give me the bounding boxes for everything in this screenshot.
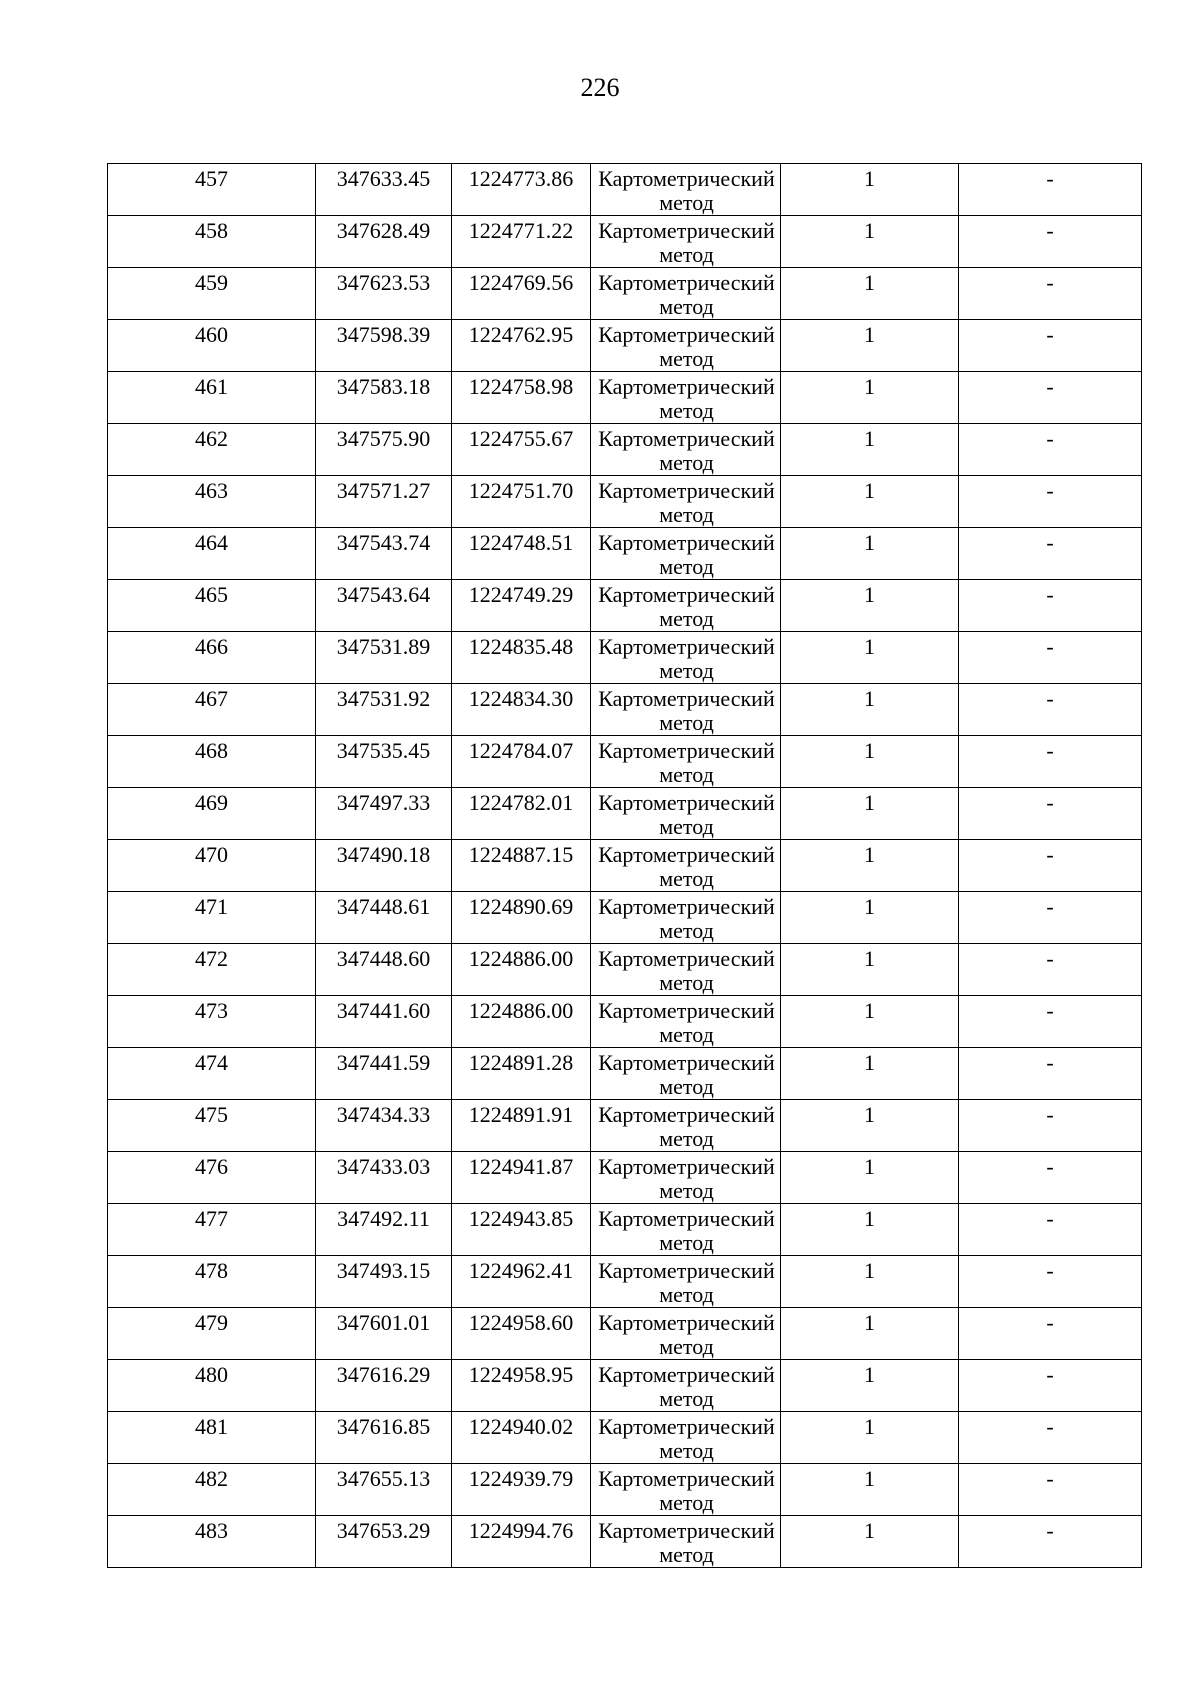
accuracy-cell: 1 xyxy=(781,684,959,736)
accuracy-cell: 1 xyxy=(781,1048,959,1100)
y-coordinate-cell: 1224755.67 xyxy=(452,424,591,476)
method-cell: Картометрический метод xyxy=(591,372,781,424)
x-coordinate-cell: 347531.92 xyxy=(316,684,452,736)
method-cell: Картометрический метод xyxy=(591,1204,781,1256)
method-cell: Картометрический метод xyxy=(591,1100,781,1152)
y-coordinate-cell: 1224762.95 xyxy=(452,320,591,372)
y-coordinate-cell: 1224943.85 xyxy=(452,1204,591,1256)
point-number-cell: 477 xyxy=(108,1204,316,1256)
accuracy-cell: 1 xyxy=(781,1360,959,1412)
method-cell: Картометрический метод xyxy=(591,424,781,476)
description-cell: - xyxy=(959,1204,1142,1256)
method-cell: Картометрический метод xyxy=(591,892,781,944)
accuracy-cell: 1 xyxy=(781,1152,959,1204)
accuracy-cell: 1 xyxy=(781,1256,959,1308)
point-number-cell: 470 xyxy=(108,840,316,892)
y-coordinate-cell: 1224940.02 xyxy=(452,1412,591,1464)
point-number-cell: 469 xyxy=(108,788,316,840)
table-row xyxy=(108,476,1142,528)
method-cell: Картометрический метод xyxy=(591,632,781,684)
accuracy-cell: 1 xyxy=(781,424,959,476)
y-coordinate-cell: 1224994.76 xyxy=(452,1516,591,1568)
y-coordinate-cell: 1224749.29 xyxy=(452,580,591,632)
accuracy-cell: 1 xyxy=(781,528,959,580)
method-cell: Картометрический метод xyxy=(591,684,781,736)
table-row xyxy=(108,1464,1142,1516)
description-cell: - xyxy=(959,1256,1142,1308)
x-coordinate-cell: 347571.27 xyxy=(316,476,452,528)
y-coordinate-cell: 1224958.95 xyxy=(452,1360,591,1412)
method-cell: Картометрический метод xyxy=(591,1256,781,1308)
y-coordinate-cell: 1224891.91 xyxy=(452,1100,591,1152)
description-cell: - xyxy=(959,840,1142,892)
point-number-cell: 473 xyxy=(108,996,316,1048)
table-row xyxy=(108,528,1142,580)
table-row xyxy=(108,840,1142,892)
y-coordinate-cell: 1224834.30 xyxy=(452,684,591,736)
table-row xyxy=(108,788,1142,840)
table-row xyxy=(108,632,1142,684)
method-cell: Картометрический метод xyxy=(591,528,781,580)
accuracy-cell: 1 xyxy=(781,840,959,892)
description-cell: - xyxy=(959,1412,1142,1464)
x-coordinate-cell: 347543.74 xyxy=(316,528,452,580)
description-cell: - xyxy=(959,892,1142,944)
y-coordinate-cell: 1224962.41 xyxy=(452,1256,591,1308)
method-cell: Картометрический метод xyxy=(591,788,781,840)
table-row xyxy=(108,1256,1142,1308)
x-coordinate-cell: 347616.29 xyxy=(316,1360,452,1412)
accuracy-cell: 1 xyxy=(781,164,959,216)
point-number-cell: 479 xyxy=(108,1308,316,1360)
method-cell: Картометрический метод xyxy=(591,1152,781,1204)
point-number-cell: 475 xyxy=(108,1100,316,1152)
description-cell: - xyxy=(959,164,1142,216)
description-cell: - xyxy=(959,944,1142,996)
x-coordinate-cell: 347493.15 xyxy=(316,1256,452,1308)
accuracy-cell: 1 xyxy=(781,216,959,268)
description-cell: - xyxy=(959,684,1142,736)
accuracy-cell: 1 xyxy=(781,1100,959,1152)
y-coordinate-cell: 1224835.48 xyxy=(452,632,591,684)
point-number-cell: 458 xyxy=(108,216,316,268)
table-row xyxy=(108,424,1142,476)
table-row xyxy=(108,580,1142,632)
method-cell: Картометрический метод xyxy=(591,996,781,1048)
point-number-cell: 474 xyxy=(108,1048,316,1100)
x-coordinate-cell: 347490.18 xyxy=(316,840,452,892)
coordinates-table xyxy=(107,163,1142,1568)
description-cell: - xyxy=(959,632,1142,684)
table-row xyxy=(108,684,1142,736)
y-coordinate-cell: 1224891.28 xyxy=(452,1048,591,1100)
accuracy-cell: 1 xyxy=(781,788,959,840)
x-coordinate-cell: 347441.60 xyxy=(316,996,452,1048)
point-number-cell: 482 xyxy=(108,1464,316,1516)
table-row xyxy=(108,164,1142,216)
y-coordinate-cell: 1224784.07 xyxy=(452,736,591,788)
description-cell: - xyxy=(959,1464,1142,1516)
y-coordinate-cell: 1224958.60 xyxy=(452,1308,591,1360)
x-coordinate-cell: 347441.59 xyxy=(316,1048,452,1100)
point-number-cell: 472 xyxy=(108,944,316,996)
accuracy-cell: 1 xyxy=(781,1204,959,1256)
x-coordinate-cell: 347655.13 xyxy=(316,1464,452,1516)
point-number-cell: 478 xyxy=(108,1256,316,1308)
description-cell: - xyxy=(959,736,1142,788)
point-number-cell: 471 xyxy=(108,892,316,944)
accuracy-cell: 1 xyxy=(781,580,959,632)
point-number-cell: 461 xyxy=(108,372,316,424)
x-coordinate-cell: 347434.33 xyxy=(316,1100,452,1152)
accuracy-cell: 1 xyxy=(781,476,959,528)
coordinates-table-body xyxy=(108,164,1142,1568)
y-coordinate-cell: 1224748.51 xyxy=(452,528,591,580)
x-coordinate-cell: 347653.29 xyxy=(316,1516,452,1568)
y-coordinate-cell: 1224887.15 xyxy=(452,840,591,892)
accuracy-cell: 1 xyxy=(781,944,959,996)
point-number-cell: 483 xyxy=(108,1516,316,1568)
accuracy-cell: 1 xyxy=(781,1464,959,1516)
method-cell: Картометрический метод xyxy=(591,320,781,372)
description-cell: - xyxy=(959,424,1142,476)
point-number-cell: 480 xyxy=(108,1360,316,1412)
y-coordinate-cell: 1224758.98 xyxy=(452,372,591,424)
point-number-cell: 463 xyxy=(108,476,316,528)
description-cell: - xyxy=(959,528,1142,580)
y-coordinate-cell: 1224773.86 xyxy=(452,164,591,216)
table-row xyxy=(108,1100,1142,1152)
y-coordinate-cell: 1224939.79 xyxy=(452,1464,591,1516)
method-cell: Картометрический метод xyxy=(591,164,781,216)
method-cell: Картометрический метод xyxy=(591,1516,781,1568)
description-cell: - xyxy=(959,1100,1142,1152)
method-cell: Картометрический метод xyxy=(591,476,781,528)
accuracy-cell: 1 xyxy=(781,632,959,684)
accuracy-cell: 1 xyxy=(781,372,959,424)
description-cell: - xyxy=(959,1152,1142,1204)
description-cell: - xyxy=(959,320,1142,372)
method-cell: Картометрический метод xyxy=(591,944,781,996)
table-row xyxy=(108,736,1142,788)
accuracy-cell: 1 xyxy=(781,996,959,1048)
method-cell: Картометрический метод xyxy=(591,268,781,320)
y-coordinate-cell: 1224886.00 xyxy=(452,944,591,996)
point-number-cell: 481 xyxy=(108,1412,316,1464)
description-cell: - xyxy=(959,1360,1142,1412)
table-row xyxy=(108,320,1142,372)
table-row xyxy=(108,944,1142,996)
accuracy-cell: 1 xyxy=(781,1308,959,1360)
table-row xyxy=(108,1412,1142,1464)
accuracy-cell: 1 xyxy=(781,268,959,320)
method-cell: Картометрический метод xyxy=(591,1464,781,1516)
x-coordinate-cell: 347616.85 xyxy=(316,1412,452,1464)
y-coordinate-cell: 1224771.22 xyxy=(452,216,591,268)
x-coordinate-cell: 347497.33 xyxy=(316,788,452,840)
table-row xyxy=(108,996,1142,1048)
description-cell: - xyxy=(959,1308,1142,1360)
description-cell: - xyxy=(959,1048,1142,1100)
table-row xyxy=(108,372,1142,424)
description-cell: - xyxy=(959,372,1142,424)
description-cell: - xyxy=(959,1516,1142,1568)
table-row xyxy=(108,892,1142,944)
description-cell: - xyxy=(959,476,1142,528)
x-coordinate-cell: 347448.61 xyxy=(316,892,452,944)
page-number: 226 xyxy=(580,73,620,102)
x-coordinate-cell: 347535.45 xyxy=(316,736,452,788)
accuracy-cell: 1 xyxy=(781,736,959,788)
y-coordinate-cell: 1224890.69 xyxy=(452,892,591,944)
x-coordinate-cell: 347575.90 xyxy=(316,424,452,476)
table-row xyxy=(108,1048,1142,1100)
point-number-cell: 476 xyxy=(108,1152,316,1204)
x-coordinate-cell: 347492.11 xyxy=(316,1204,452,1256)
accuracy-cell: 1 xyxy=(781,892,959,944)
y-coordinate-cell: 1224769.56 xyxy=(452,268,591,320)
table-row xyxy=(108,1360,1142,1412)
description-cell: - xyxy=(959,580,1142,632)
x-coordinate-cell: 347531.89 xyxy=(316,632,452,684)
description-cell: - xyxy=(959,268,1142,320)
point-number-cell: 468 xyxy=(108,736,316,788)
x-coordinate-cell: 347633.45 xyxy=(316,164,452,216)
y-coordinate-cell: 1224886.00 xyxy=(452,996,591,1048)
method-cell: Картометрический метод xyxy=(591,736,781,788)
method-cell: Картометрический метод xyxy=(591,1412,781,1464)
method-cell: Картометрический метод xyxy=(591,840,781,892)
x-coordinate-cell: 347448.60 xyxy=(316,944,452,996)
x-coordinate-cell: 347433.03 xyxy=(316,1152,452,1204)
table-row xyxy=(108,1516,1142,1568)
point-number-cell: 459 xyxy=(108,268,316,320)
y-coordinate-cell: 1224751.70 xyxy=(452,476,591,528)
point-number-cell: 467 xyxy=(108,684,316,736)
accuracy-cell: 1 xyxy=(781,1516,959,1568)
point-number-cell: 466 xyxy=(108,632,316,684)
point-number-cell: 460 xyxy=(108,320,316,372)
point-number-cell: 464 xyxy=(108,528,316,580)
x-coordinate-cell: 347598.39 xyxy=(316,320,452,372)
table-row xyxy=(108,268,1142,320)
table-row xyxy=(108,1152,1142,1204)
method-cell: Картометрический метод xyxy=(591,1360,781,1412)
accuracy-cell: 1 xyxy=(781,1412,959,1464)
y-coordinate-cell: 1224782.01 xyxy=(452,788,591,840)
method-cell: Картометрический метод xyxy=(591,216,781,268)
y-coordinate-cell: 1224941.87 xyxy=(452,1152,591,1204)
method-cell: Картометрический метод xyxy=(591,580,781,632)
description-cell: - xyxy=(959,788,1142,840)
point-number-cell: 457 xyxy=(108,164,316,216)
method-cell: Картометрический метод xyxy=(591,1048,781,1100)
description-cell: - xyxy=(959,216,1142,268)
accuracy-cell: 1 xyxy=(781,320,959,372)
table-row xyxy=(108,216,1142,268)
x-coordinate-cell: 347601.01 xyxy=(316,1308,452,1360)
point-number-cell: 465 xyxy=(108,580,316,632)
method-cell: Картометрический метод xyxy=(591,1308,781,1360)
x-coordinate-cell: 347583.18 xyxy=(316,372,452,424)
description-cell: - xyxy=(959,996,1142,1048)
x-coordinate-cell: 347623.53 xyxy=(316,268,452,320)
x-coordinate-cell: 347543.64 xyxy=(316,580,452,632)
table-row xyxy=(108,1308,1142,1360)
table-row xyxy=(108,1204,1142,1256)
x-coordinate-cell: 347628.49 xyxy=(316,216,452,268)
point-number-cell: 462 xyxy=(108,424,316,476)
